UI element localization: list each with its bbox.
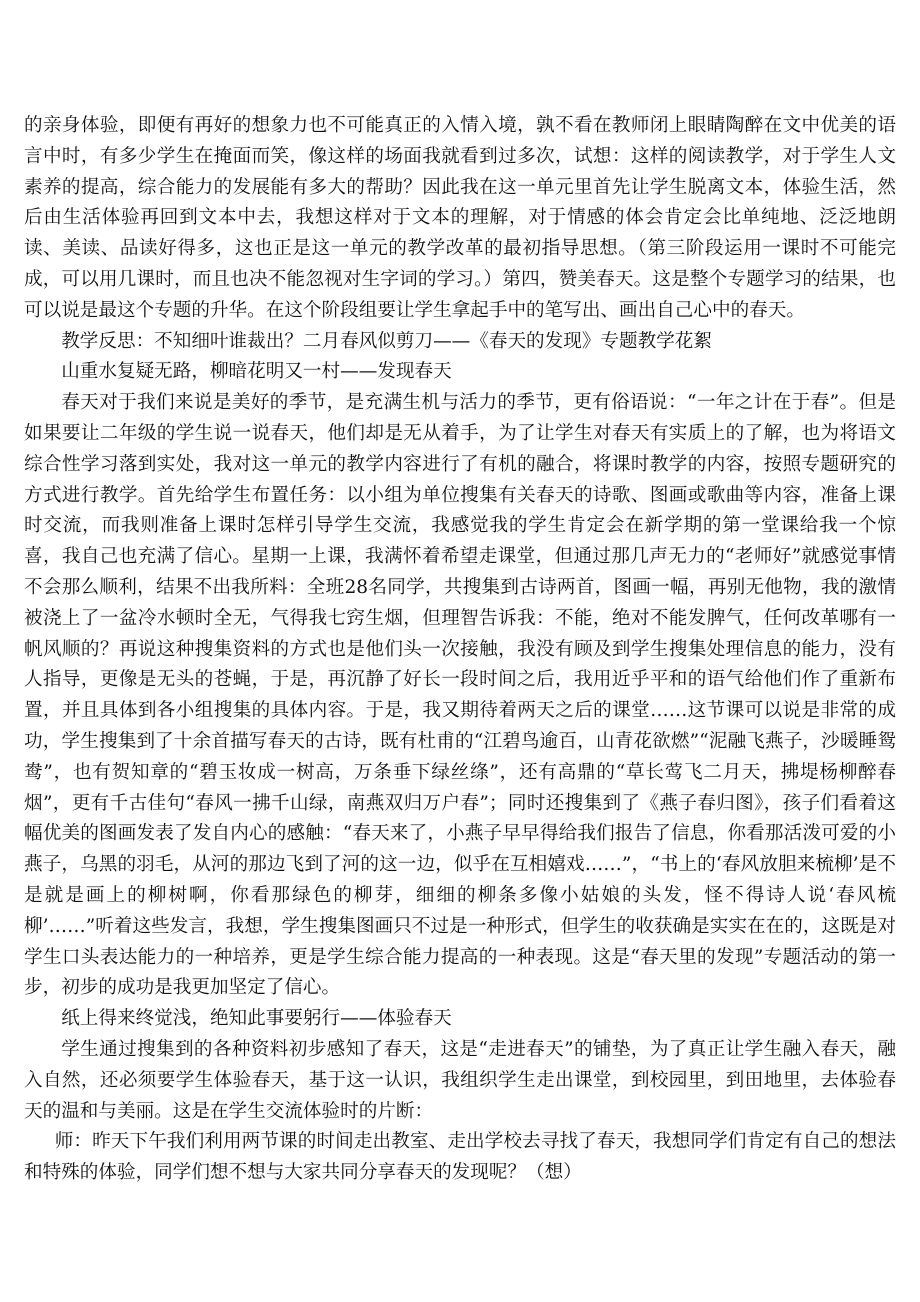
section-heading-experience: 纸上得来终觉浅，绝知此事要躬行——体验春天: [61, 1008, 452, 1030]
paragraph-teacher-dialogue: 师：昨天下午我们利用两节课的时间走出教室、走出学校去寻找了春天，我想同学们肯定有自己的想法和特殊的体验，同学们想不想与大家共同分享春天的发现呢？（想）: [24, 1131, 896, 1184]
paragraph-experience-spring: 学生通过搜集到的各种资料初步感知了春天，这是“走进春天”的铺垫，为了真正让学生融入春天，融入自然，还必须要学生体验春天，基于这一认识，我组织学生走出课堂，到校园里，到田地里，去体验春天的温和与美丽。这是在学生交流体验时的片断：: [24, 1038, 896, 1122]
reflection-title: 教学反思：不知细叶谁裁出？二月春风似剪刀——《春天的发现》专题教学花絮: [61, 330, 712, 352]
section-heading-discover: 山重水复疑无路，柳暗花明又一村——发现春天: [61, 361, 452, 383]
document-body: [24, 111, 896, 1189]
paragraph-discover-spring: 春天对于我们来说是美好的季节，是充满生机与活力的季节，更有俗语说：“一年之计在于春”。但是如果要让二年级的学生说一说春天，他们却是无从着手，为了让学生对春天有实质上的了解，也为将语文综合性学习落到实处，我对这一单元的教学内容进行了有机的融合，将课时教学的内容，按照专题研究的方式进行教学。首先给学生布置任务：以小组为单位搜集有关春天的诗歌、图画或歌曲等内容，准备上课时交流，而我则准备上课时怎样引导学生交流，我感觉我的学生肯定会在新学期的第一堂课给我一个惊喜，我自己也充满了信心。星期一上课，我满怀着希望走课堂，但通过那几声无力的“老师好”就感觉事情不会那么顺利，结果不出我所料：全班28名同学，共搜集到古诗两首，图画一幅，再别无他物，我的激情被浇上了一盆冷水顿时全无，气得我七窍生烟，但理智告诉我：不能，绝对不能发脾气，任何改革哪有一帆风顺的？再说这种搜集资料的方式也是他们头一次接触，我没有顾及到学生搜集处理信息的能力，没有人指导，更像是无头的苍蝇，于是，再沉静了好长一段时间之后，我用近乎平和的语气给他们作了重新布置，并且具体到各小组搜集的具体内容。于是，我又期待着两天之后的课堂……这节课可以说是非常的成功，学生搜集到了十余首描写春天的古诗，既有杜甫的“江碧鸟逾百，山青花欲燃”“泥融飞燕子，沙暖睡鸳鸯”，也有贺知章的“碧玉妆成一树高，万条垂下绿丝绦”，还有高鼎的“草长莺飞二月天，拂堤杨柳醉春烟”，更有千古佳句“春风一拂千山绿，南燕双归万户春”；同时还搜集到了《燕子春归图》，孩子们看着这幅优美的图画发表了发自内心的感触：“春天来了，小燕子早早得给我们报告了信息，你看那活泼可爱的小燕子，乌黑的羽毛，从河的那边飞到了河的这一边，似乎在互相嬉戏……”，“书上的‘春风放胆来梳柳’是不是就是画上的柳树啊，你看那绿色的柳芽，细细的柳条多像小姑娘的头发，怪不得诗人说‘春风梳柳’……”听着这些发言，我想，学生搜集图画只不过是一种形式，但学生的收获确是实实在在的，这既是对学生口头表达能力的一种培养，更是学生综合能力提高的一种表现。这是“春天里的发现”专题活动的第一步，初步的成功是我更加坚定了信心。: [24, 392, 896, 999]
paragraph-continuation: 的亲身体验，即便有再好的想象力也不可能真正的入情入境，孰不看在教师闭上眼睛陶醉在文中优美的语言中时，有多少学生在掩面而笑，像这样的场面我就看到过多次，试想：这样的阅读教学，对于学生人文素养的提高，综合能力的发展能有多大的帮助？因此我在这一单元里首先让学生脱离文本，体验生活，然后由生活体验再回到文本中去，我想这样对于文本的理解，对于情感的体会肯定会比单纯地、泛泛地朗读、美读、品读好得多，这也正是这一单元的教学改革的最初指导思想。（第三阶段运用一课时不可能完成，可以用几课时，而且也决不能忽视对生字词的学习。）第四，赞美春天。这是整个专题学习的结果，也可以说是最这个专题的升华。在这个阶段组要让学生拿起手中的笔写出、画出自己心中的春天。: [24, 115, 896, 321]
